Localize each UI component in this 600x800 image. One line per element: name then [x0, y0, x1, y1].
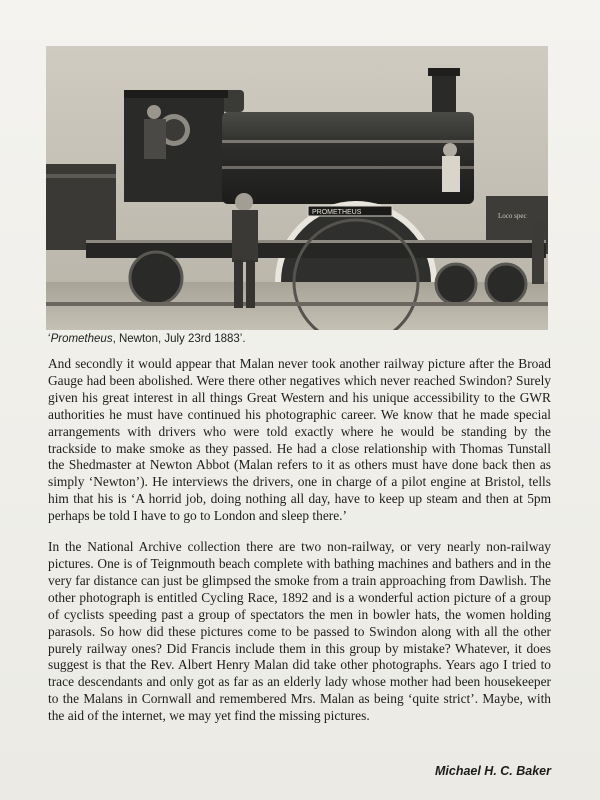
caption-text: , Newton, July 23rd 1883’. — [112, 333, 246, 345]
svg-text:Loco spec: Loco spec — [498, 212, 527, 220]
locomotive-photograph — [46, 46, 548, 330]
nameplate-text: PROMETHEUS — [312, 209, 362, 216]
caption-title: Prometheus — [50, 333, 113, 345]
locomotive-image — [46, 46, 548, 330]
photo-caption: ‘Prometheus, Newton, July 23rd 1883’. — [48, 333, 246, 345]
paragraph: In the National Archive collection there are two non-railway, or very nearly non-railway pictures. One is of Teignmouth beach complete with bathing machines and bathers and in the very far distance can just be glimpsed the smoke from a train approaching from Dawlish. The other photograph is entitled Cycling Race, 1892 and is a wonderful action picture of a group of cyclists speeding past a group of spectators the men in bowler hats, the women holding parasols. So how did these pictures come to be passed to Swindon along with all the other purely railway ones? Did Francis include them in this group by mistake? Whatever, it does suggest is that the Rev. Albert Henry Malan did take other photographs. Years ago I tried to trace descendants and only got as far as an elderly lady whose mother had been housekeeper to the Malans in Cornwall and remembered Mrs. Malan as being ‘quite strict’. Maybe, with the aid of the internet, we may yet find the missing pictures. — [48, 539, 551, 724]
article-body — [48, 356, 551, 739]
paragraph: And secondly it would appear that Malan never took another railway picture after the Broad Gauge had been abolished. Were there other negatives which never reached Swindon? Surely given his great interest in all things Great Western and his unique accessibility to the GWR authorities he must have continued his photographic career. We know that he made special arrangements with drivers who were told exactly where he would be standing by the trackside to make smoke as they passed. He had a close relationship with Thomas Tunstall the Shedmaster at Newton Abbot (Malan refers to it as others must have done back then as simply ‘Newton’). He interviews the drivers, one in charge of a pilot engine at Bristol, tells him that his is ‘A horrid job, doing nothing all day, have to keep up steam and then at 5pm perhaps be told I have to go to London and sleep there.’ — [48, 356, 551, 524]
author-signature: Michael H. C. Baker — [434, 764, 551, 778]
